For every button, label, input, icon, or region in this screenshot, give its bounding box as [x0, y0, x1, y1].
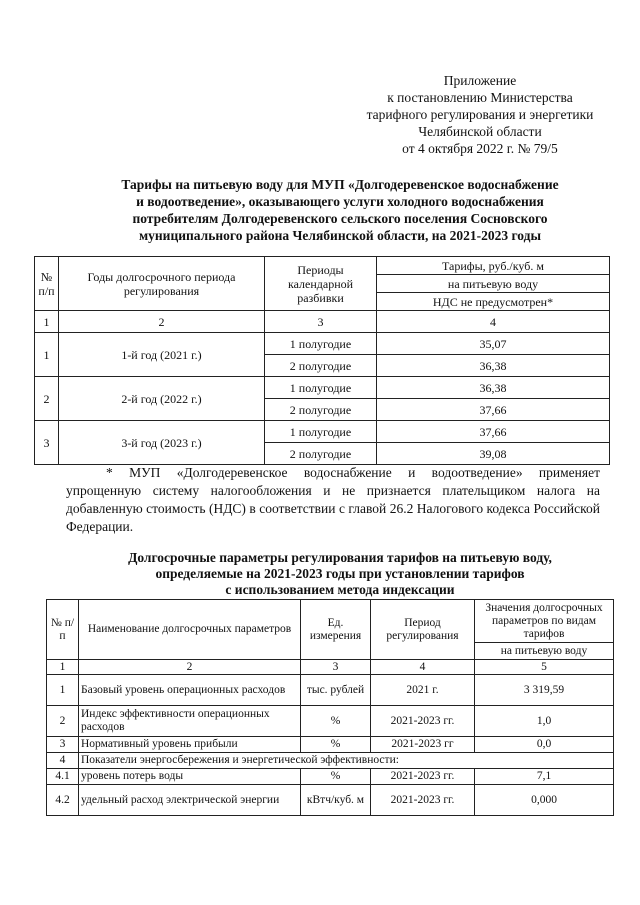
row-period: 1 полугодие	[265, 421, 377, 443]
row-section-title: Показатели энергосбережения и энергетической эффективности:	[79, 753, 614, 769]
row-value: 7,1	[475, 769, 614, 785]
header-periods: Периоды календарной разбивки	[265, 257, 377, 311]
header-water: на питьевую воду	[475, 643, 614, 660]
row-period: 2 полугодие	[265, 355, 377, 377]
tariff-table	[34, 256, 610, 465]
row-name: Нормативный уровень прибыли	[79, 737, 301, 753]
row-period: 2 полугодие	[265, 399, 377, 421]
row-value: 0,0	[475, 737, 614, 753]
row-year: 3-й год (2023 г.)	[59, 421, 265, 465]
title-line: потребителям Долгодеревенского сельского поселения Сосновского	[132, 211, 548, 226]
col-number: 2	[79, 660, 301, 675]
row-num: 3	[47, 737, 79, 753]
row-name: Базовый уровень операционных расходов	[79, 675, 301, 706]
appendix-line: тарифного регулирования и энергетики	[366, 107, 594, 122]
row-name: удельный расход электрической энергии	[79, 785, 301, 816]
col-number: 1	[35, 311, 59, 333]
table-row	[47, 706, 614, 737]
header-period: Период регулирования	[371, 600, 475, 660]
table-row	[35, 377, 610, 399]
row-value: 36,38	[377, 355, 610, 377]
row-value: 35,07	[377, 333, 610, 355]
col-number: 3	[265, 311, 377, 333]
col-number: 4	[371, 660, 475, 675]
col-number: 5	[475, 660, 614, 675]
row-value: 37,66	[377, 399, 610, 421]
table-row	[47, 675, 614, 706]
table-row	[35, 421, 610, 443]
row-period: 2021-2023 гг.	[371, 706, 475, 737]
parameters-title	[60, 550, 620, 598]
appendix-line: Челябинской области	[418, 124, 542, 139]
row-num: 2	[47, 706, 79, 737]
row-name: уровень потерь воды	[79, 769, 301, 785]
table-row	[47, 769, 614, 785]
col-number: 3	[301, 660, 371, 675]
title-line: и водоотведение», оказывающего услуги холодного водоснабжения	[136, 194, 544, 209]
header-name: Наименование долгосрочных параметров	[79, 600, 301, 660]
tariff-title	[60, 176, 620, 244]
header-unit: Ед. измерения	[301, 600, 371, 660]
header-values: Значения долгосрочных параметров по видам тарифов	[475, 600, 614, 643]
row-num: 4.2	[47, 785, 79, 816]
header-water: на питьевую воду	[377, 275, 610, 293]
appendix-header	[330, 72, 630, 157]
row-value: 0,000	[475, 785, 614, 816]
row-unit: %	[301, 769, 371, 785]
row-period: 2021 г.	[371, 675, 475, 706]
row-num: 1	[47, 675, 79, 706]
title-line: определяемые на 2021-2023 годы при установлении тарифов	[155, 566, 525, 581]
header-num: № п/п	[35, 257, 59, 311]
title-line: с использованием метода индексации	[225, 582, 455, 597]
row-period: 2021-2023 гг.	[371, 785, 475, 816]
row-period: 2021-2023 гг.	[371, 769, 475, 785]
footnote-text: * МУП «Долгодеревенское водоснабжение и водоотведение» применяет упрощенную систему налогообложения и не признается плательщиком налога на добавленную стоимость (НДС) в соответствии с главой 26.2 Налогового кодекса Российской Федерации.	[66, 465, 600, 534]
appendix-line: от 4 октября 2022 г. № 79/5	[402, 141, 558, 156]
row-num: 1	[35, 333, 59, 377]
parameters-table	[46, 599, 614, 816]
header-years: Годы долгосрочного периода регулирования	[59, 257, 265, 311]
col-number: 4	[377, 311, 610, 333]
row-value: 3 319,59	[475, 675, 614, 706]
row-num: 4.1	[47, 769, 79, 785]
row-period: 2021-2023 гг	[371, 737, 475, 753]
row-num: 4	[47, 753, 79, 769]
row-unit: %	[301, 706, 371, 737]
table-row	[47, 753, 614, 769]
row-unit: %	[301, 737, 371, 753]
row-num: 3	[35, 421, 59, 465]
header-num: № п/п	[47, 600, 79, 660]
title-line: муниципального района Челябинской области, на 2021-2023 годы	[138, 228, 542, 243]
row-period: 2 полугодие	[265, 443, 377, 465]
vat-footnote	[66, 464, 600, 536]
row-num: 2	[35, 377, 59, 421]
header-vat: НДС не предусмотрен*	[377, 293, 610, 311]
table-row	[35, 333, 610, 355]
header-tariffs: Тарифы, руб./куб. м	[377, 257, 610, 275]
row-unit: кВтч/куб. м	[301, 785, 371, 816]
col-number: 2	[59, 311, 265, 333]
row-value: 1,0	[475, 706, 614, 737]
row-year: 1-й год (2021 г.)	[59, 333, 265, 377]
title-line: Тарифы на питьевую воду для МУП «Долгодеревенское водоснабжение	[121, 177, 559, 192]
appendix-line: Приложение	[443, 73, 517, 88]
row-value: 39,08	[377, 443, 610, 465]
row-year: 2-й год (2022 г.)	[59, 377, 265, 421]
row-period: 1 полугодие	[265, 377, 377, 399]
row-name: Индекс эффективности операционных расходов	[79, 706, 301, 737]
row-unit: тыс. рублей	[301, 675, 371, 706]
row-value: 37,66	[377, 421, 610, 443]
appendix-line: к постановлению Министерства	[387, 90, 573, 105]
row-value: 36,38	[377, 377, 610, 399]
table-row	[47, 785, 614, 816]
row-period: 1 полугодие	[265, 333, 377, 355]
col-number: 1	[47, 660, 79, 675]
table-row	[47, 737, 614, 753]
title-line: Долгосрочные параметры регулирования тарифов на питьевую воду,	[128, 550, 552, 565]
